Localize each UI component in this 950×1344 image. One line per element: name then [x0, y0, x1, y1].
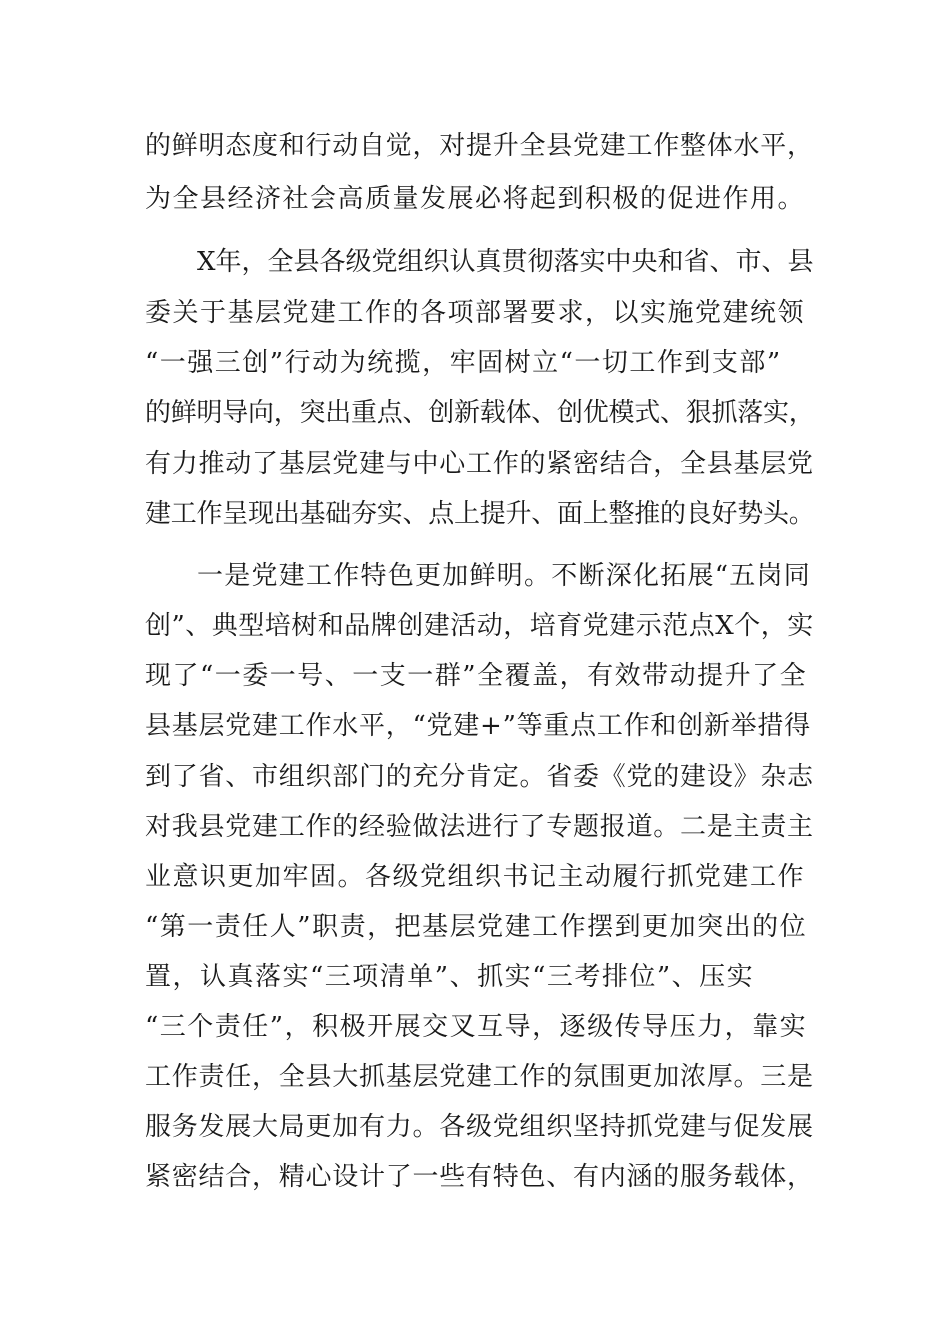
text-line: 紧密结合，精心设计了一些有特色、有内涵的服务载体，	[145, 1162, 814, 1192]
paragraph-start-line: 一是党建工作特色更加鲜明。不断深化拓展“五岗同	[197, 561, 812, 591]
paragraph-start-line: X年，全县各级党组织认真贯彻落实中央和省、市、县	[197, 247, 814, 277]
text-line: 到了省、市组织部门的充分肯定。省委《党的建设》杂志	[145, 762, 814, 792]
text-line: 县基层党建工作水平，“党建+”等重点工作和创新举措得	[145, 711, 811, 741]
text-line: 服务发展大局更加有力。各级党组织坚持抓党建与促发展	[145, 1112, 814, 1142]
text-line: “第一责任人”职责，把基层党建工作摆到更加突出的位	[145, 912, 808, 942]
text-line: 创”、典型培树和品牌创建活动，培育党建示范点X个，实	[145, 611, 814, 641]
text-line: 为全县经济社会高质量发展必将起到积极的促进作用。	[145, 184, 806, 214]
text-line: 现了“一委一号、一支一群”全覆盖，有效带动提升了全	[145, 661, 808, 691]
text-line: 工作责任，全县大抓基层党建工作的氛围更加浓厚。三是	[145, 1062, 814, 1092]
text-line: 委关于基层党建工作的各项部署要求，以实施党建统领	[145, 298, 806, 328]
text-line: “三个责任”，积极开展交叉互导，逐级传导压力，靠实	[145, 1012, 808, 1042]
text-line: 业意识更加牢固。各级党组织书记主动履行抓党建工作	[145, 862, 806, 892]
text-line: “一强三创”行动为统揽，牢固树立“一切工作到支部”	[145, 348, 782, 378]
text-line: 的鲜明导向，突出重点、创新载体、创优模式、狠抓落实，	[145, 398, 815, 428]
text-line: 对我县党建工作的经验做法进行了专题报道。二是主责主	[145, 812, 814, 842]
text-line: 的鲜明态度和行动自觉，对提升全县党建工作整体水平，	[145, 131, 814, 161]
text-line: 置，认真落实“三项清单”、抓实“三考排位”、压实	[145, 962, 755, 992]
text-line: 建工作呈现出基础夯实、点上提升、面上整推的良好势头。	[145, 499, 815, 529]
text-line: 有力推动了基层党建与中心工作的紧密结合，全县基层党	[145, 449, 814, 479]
